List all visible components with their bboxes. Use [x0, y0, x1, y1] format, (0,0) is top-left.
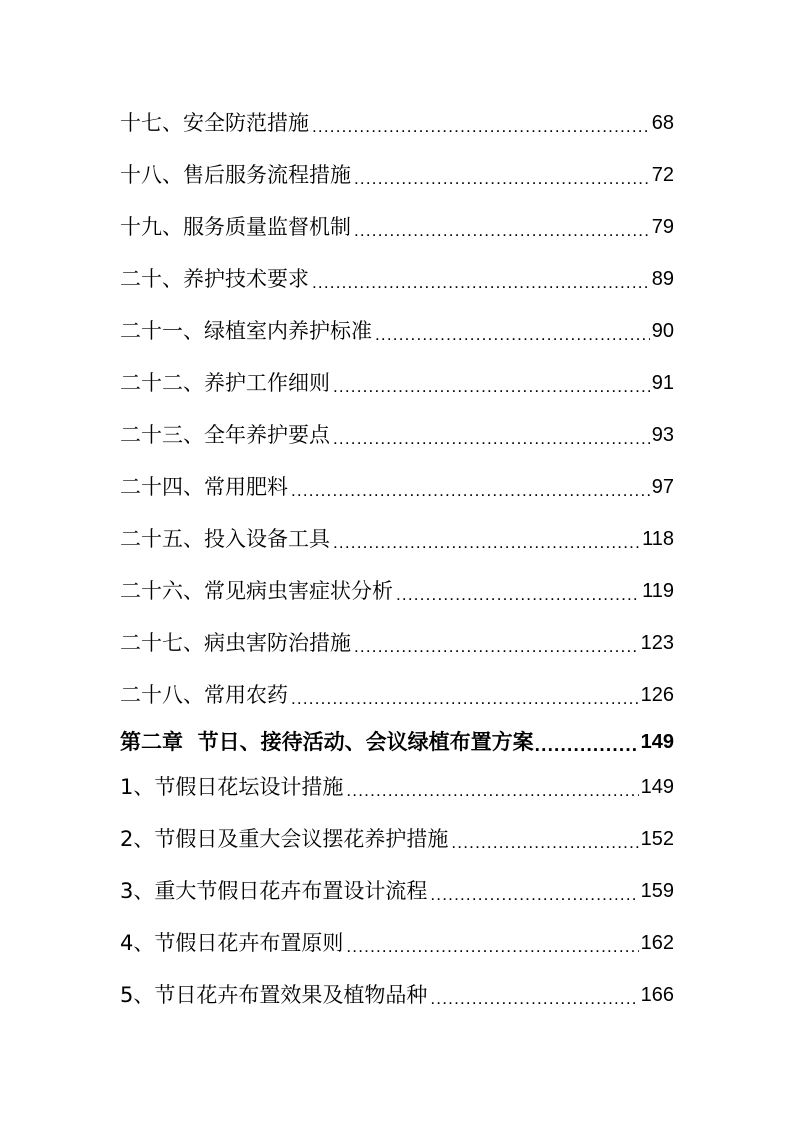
toc-entry-title: 5、节日花卉布置效果及植物品种 — [120, 983, 428, 1007]
toc-entry[interactable] — [120, 824, 674, 854]
toc-page-number: 91 — [651, 372, 674, 394]
toc-dot-leader — [396, 576, 640, 606]
toc-dot-leader — [354, 628, 639, 658]
toc-page-number: 72 — [651, 164, 674, 186]
toc-entry[interactable] — [120, 772, 674, 802]
toc-dot-leader — [354, 160, 650, 190]
toc-entry[interactable] — [120, 628, 674, 658]
toc-page-number: 79 — [651, 216, 674, 238]
toc-dot-leader — [451, 824, 638, 854]
toc-dot-leader — [333, 368, 650, 398]
toc-dot-leader — [291, 472, 650, 502]
toc-entry[interactable] — [120, 160, 674, 190]
toc-entry-title: 十九、服务质量监督机制 — [120, 215, 351, 239]
toc-entry[interactable] — [120, 928, 674, 958]
toc-page-number: 89 — [651, 268, 674, 290]
toc-dot-leader — [354, 212, 650, 242]
toc-entry-title: 二十二、养护工作细则 — [120, 371, 330, 395]
toc-page-number: 126 — [640, 684, 674, 706]
toc-entry[interactable] — [120, 876, 674, 906]
toc-entry-title: 1、节假日花坛设计措施 — [120, 775, 344, 799]
toc-entry[interactable] — [120, 108, 674, 138]
toc-entry-title: 4、节假日花卉布置原则 — [120, 931, 344, 955]
toc-entry-title: 二十六、常见病虫害症状分析 — [120, 579, 393, 603]
toc-page-number: 118 — [642, 528, 674, 550]
toc-page-number: 162 — [640, 932, 674, 954]
toc-entry-title: 二十八、常用农药 — [120, 683, 288, 707]
toc-entry[interactable] — [120, 420, 674, 450]
toc-chapter-title: 第二章 节日、接待活动、会议绿植布置方案 — [120, 730, 534, 754]
toc-dot-leader — [346, 928, 638, 958]
toc-entry-title: 二十三、全年养护要点 — [120, 423, 330, 447]
toc-entry-title: 十七、安全防范措施 — [120, 111, 309, 135]
toc-chapter-entry[interactable] — [120, 727, 674, 757]
toc-page-number: 68 — [651, 112, 674, 134]
toc-dot-leader — [333, 524, 640, 554]
toc-page-number: 159 — [640, 880, 674, 902]
toc-page-number: 149 — [640, 731, 674, 753]
toc-page-number: 90 — [651, 320, 674, 342]
toc-entry[interactable] — [120, 576, 674, 606]
toc-entry-title: 3、重大节假日花卉布置设计流程 — [120, 879, 428, 903]
toc-page-number: 123 — [640, 632, 674, 654]
toc-page-number: 152 — [640, 828, 674, 850]
toc-page-number: 166 — [640, 984, 674, 1006]
toc-entry[interactable] — [120, 524, 674, 554]
toc-page-number: 149 — [640, 776, 674, 798]
toc-entry[interactable] — [120, 472, 674, 502]
toc-entry[interactable] — [120, 212, 674, 242]
toc-entry[interactable] — [120, 980, 674, 1010]
toc-entry[interactable] — [120, 680, 674, 710]
toc-dot-leader — [291, 680, 639, 710]
toc-entry-title: 二十四、常用肥料 — [120, 475, 288, 499]
toc-dot-leader — [535, 727, 639, 757]
toc-entry-title: 2、节假日及重大会议摆花养护措施 — [120, 827, 449, 851]
toc-dot-leader — [375, 316, 650, 346]
toc-entry[interactable] — [120, 368, 674, 398]
toc-entry-title: 二十一、绿植室内养护标准 — [120, 319, 372, 343]
toc-dot-leader — [430, 980, 638, 1010]
toc-dot-leader — [312, 108, 650, 138]
toc-entry[interactable] — [120, 316, 674, 346]
toc-entry-title: 十八、售后服务流程措施 — [120, 163, 351, 187]
toc-page-number: 93 — [651, 424, 674, 446]
toc-entry-title: 二十七、病虫害防治措施 — [120, 631, 351, 655]
toc-page-number: 119 — [642, 580, 674, 602]
toc-page-number: 97 — [651, 476, 674, 498]
toc-dot-leader — [333, 420, 650, 450]
toc-dot-leader — [312, 264, 650, 294]
toc-entry[interactable] — [120, 264, 674, 294]
toc-dot-leader — [346, 772, 638, 802]
toc-entry-title: 二十五、投入设备工具 — [120, 527, 330, 551]
toc-entry-title: 二十、养护技术要求 — [120, 267, 309, 291]
toc-dot-leader — [430, 876, 638, 906]
